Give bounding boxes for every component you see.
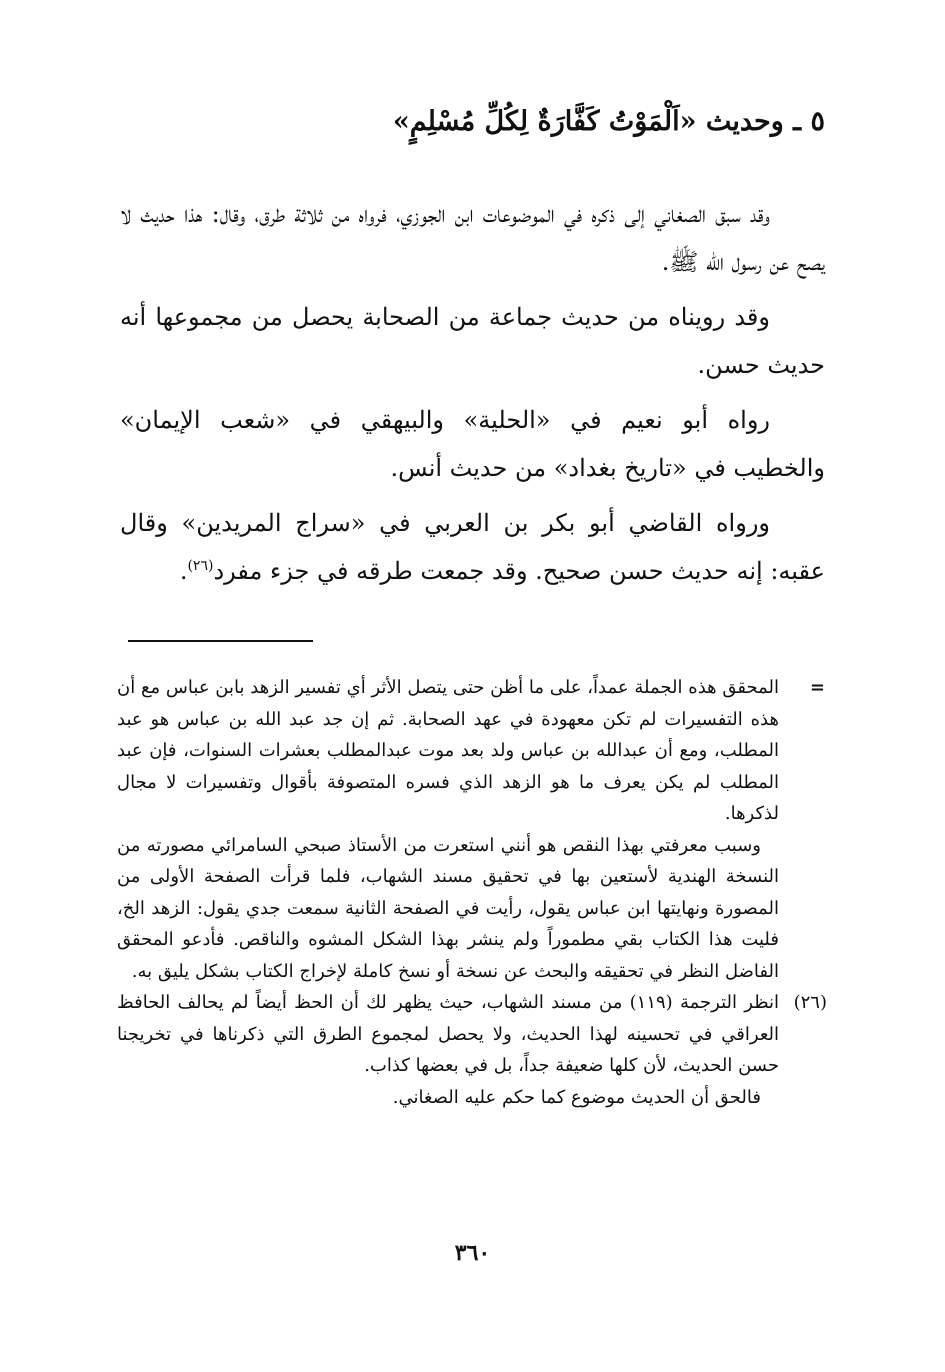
footnote-26-number: (٢٦) — [793, 992, 827, 1013]
footnote-26 — [117, 987, 827, 1113]
paragraph-3: رواه أبو نعيم في «الحلية» والبيهقي في «شعب الإيمان» والخطيب في «تاريخ بغداد» من حديث أنس. — [120, 406, 825, 482]
footnote-separator — [128, 640, 313, 642]
page-number: ٣٦٠ — [454, 1240, 491, 1266]
paragraph-1: وقد سبق الصغاني إلى ذكره في الموضوعات ابن الجوزي، فرواه من ثلاثة طرق، وقال: هذا حديث لا يصح عن رسول الله ﷺ. — [120, 200, 825, 276]
footnote-26-p2: فالحق أن الحديث موضوع كما حكم عليه الصغاني. — [392, 1086, 761, 1108]
footnote-continuation — [117, 672, 827, 987]
footnote-26-p1: انظر الترجمة (١١٩) من مسند الشهاب، حيث يظهر لك أن الحظ أيضاً لم يحالف الحافظ العراقي في تحسينه لهذا الحديث، ولا يحصل لمجموع الطرق التي ذكرناها في تخريجنا حسن الحديث، لأن كلها ضعيفة جداً، بل في بعضها كذاب. — [117, 992, 779, 1076]
footnote-ref-26[interactable]: (٢٦) — [187, 558, 214, 574]
footnote-continuation-p2: وسبب معرفتي بهذا النقص هو أنني استعرت من الأستاذ صبحي السامرائي مصورته من النسخة الهندية لأستعين بها في تحقيق مسند الشهاب، فلما قرأت الصفحة الأولى من المصورة ونهايتها ابن عباس يقول، رأيت في الصفحة الثانية سمعت جدي يقول: الزهد الخ، فليت هذا الكتاب بقي مطموراً ولم ينشر بهذا الشكل المشوه والناقص. فأدعو المحقق الفاضل النظر في تحقيقه والبحث عن نسخة أو نسخ كاملة لإخراج الكتاب بشكل يليق به. — [117, 834, 779, 982]
footnote-continuation-p1: المحقق هذه الجملة عمداً، على ما أظن حتى يتصل الأثر أي تفسير الزهد بابن عباس مع أن هذه التفسيرات لم تكن معهودة في عهد الصحابة. ثم إن جد عبد الله بن عباس هو عبد المطلب، ومع أن عبدالله بن عباس ولد بعد موت عبدالمطلب بعشرات السنوات، فإن عبد المطلب لم يكن يعرف ما هو الزهد الذي فسره المتصوفة بأقوال وتفسيرات لا مجال لذكرها. — [117, 677, 779, 824]
paragraph-4 — [120, 499, 825, 595]
paragraph-4-text: ورواه القاضي أبو بكر بن العربي في «سراج المريدين» وقال عقبه: إنه حديث حسن صحيح. وقد جمعت طرقه في جزء مفرد — [120, 509, 825, 585]
paragraph-2: وقد رويناه من حديث جماعة من الصحابة يحصل من مجموعها أنه حديث حسن. — [120, 303, 825, 379]
section-heading: ٥ ـ وحديث «اَلْمَوْتُ كَفَّارَةٌ لِكُلِّ مُسْلِمٍ» — [392, 106, 825, 137]
footnotes — [117, 672, 827, 1113]
continuation-mark: = — [809, 677, 825, 698]
main-text — [120, 190, 825, 602]
paragraph-4-end: . — [179, 557, 188, 585]
